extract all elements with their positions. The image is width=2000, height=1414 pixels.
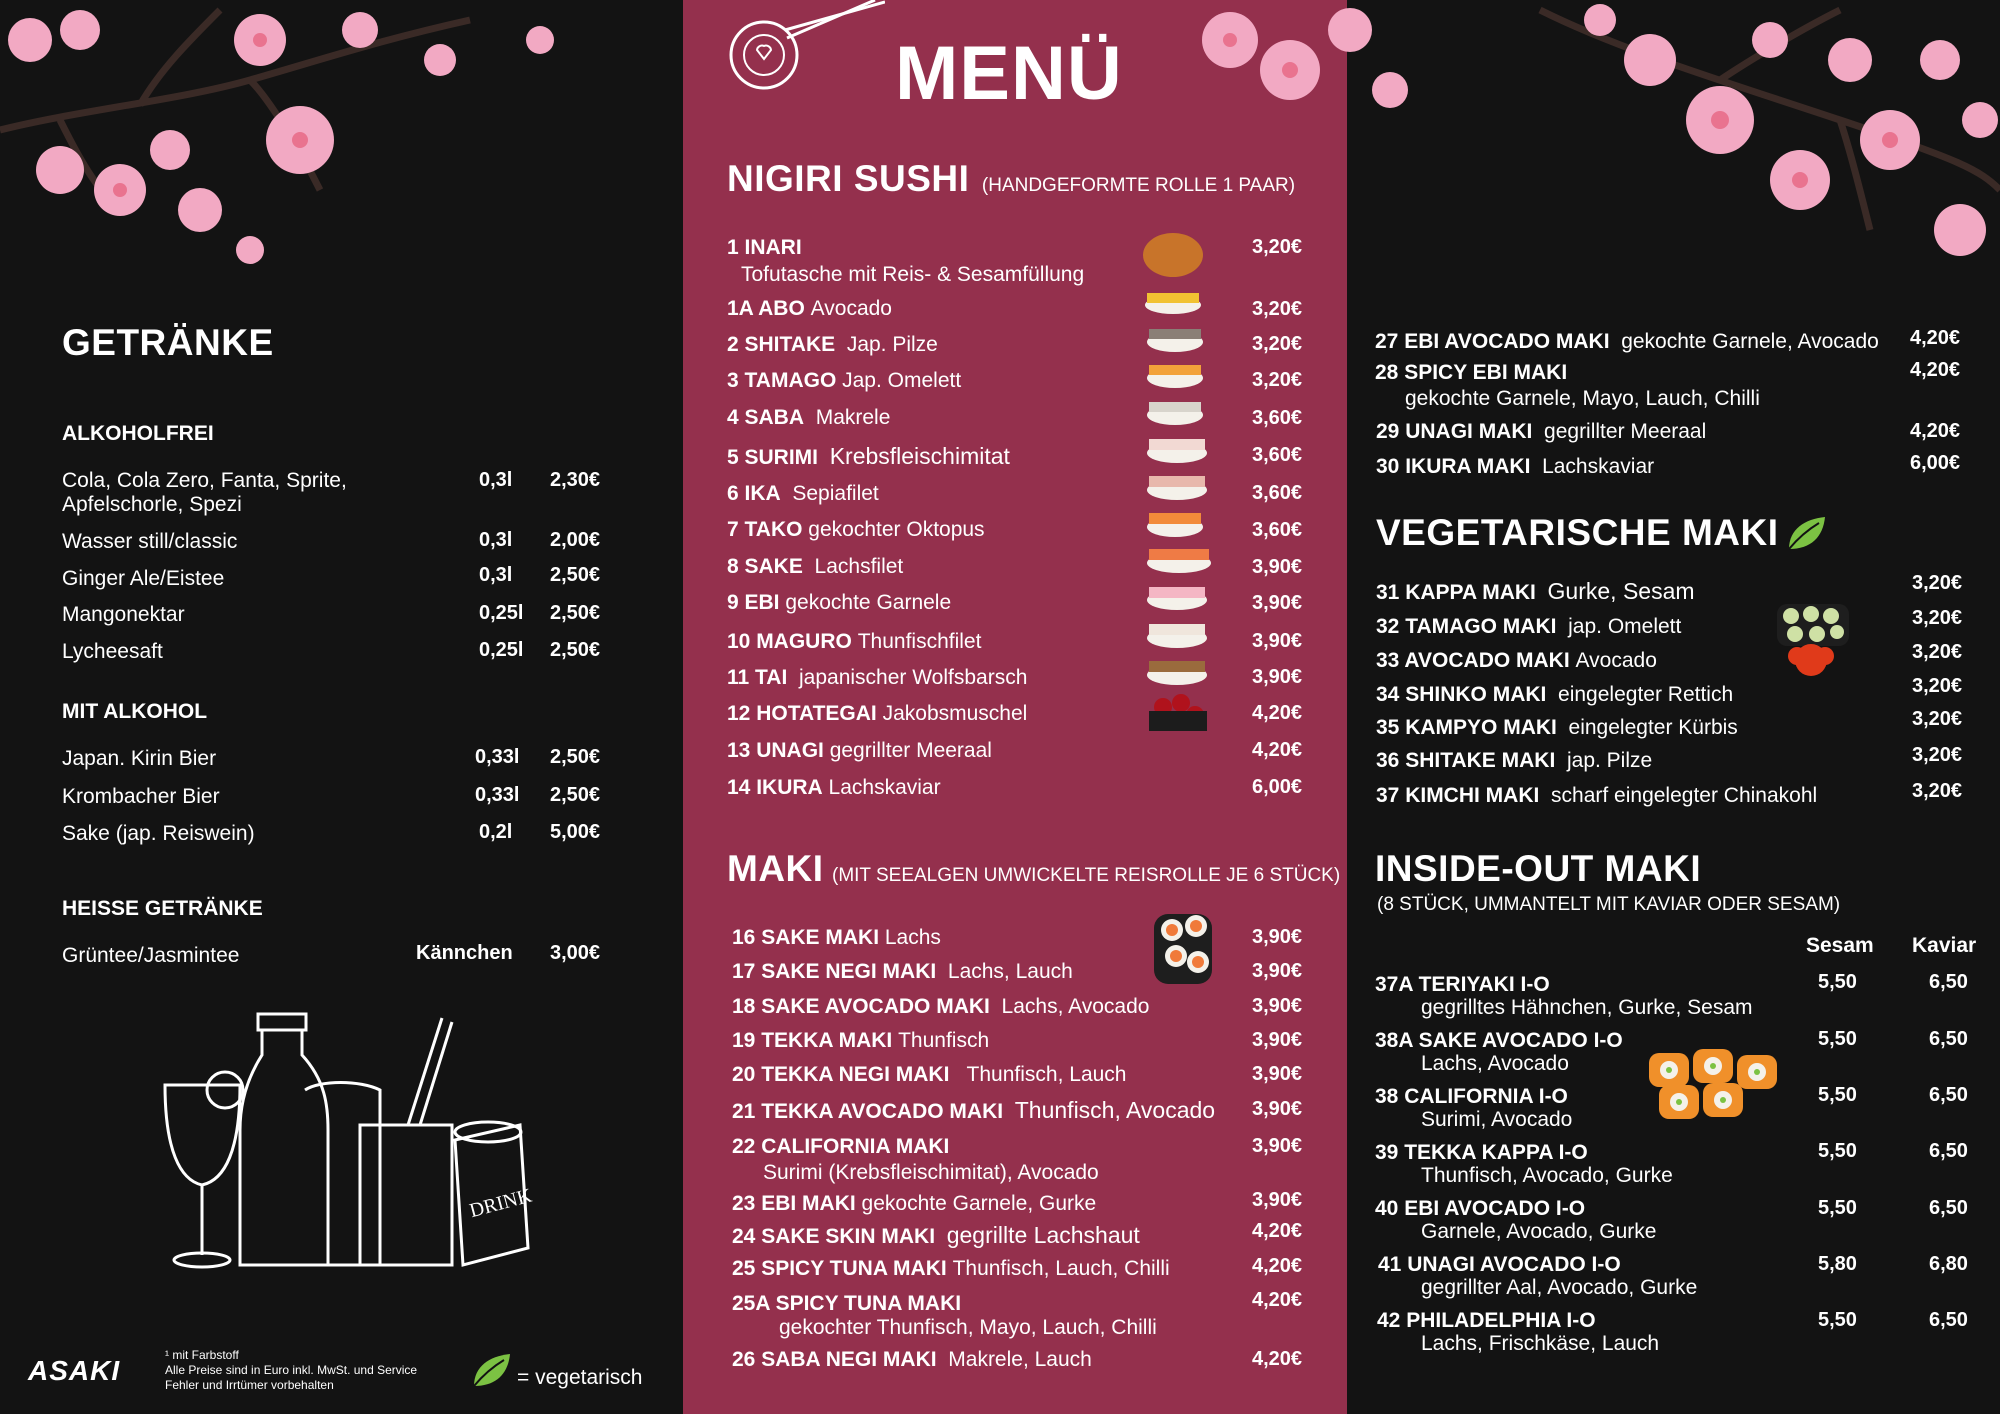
item-code: 28 SPICY EBI MAKI [1375,361,1568,384]
item-desc: Surimi (Krebsfleischimitat), Avocado [763,1161,1099,1184]
drink-price: 5,00€ [550,821,601,843]
price-sesam: 5,50 [1818,1140,1857,1162]
item-code: 14 IKURA [727,776,823,799]
item-code: 25 SPICY TUNA MAKI [732,1257,947,1280]
item-desc: Garnele, Avocado, Gurke [1421,1220,1657,1243]
asaki-logo: ASAKI [28,1355,121,1386]
item-price: 4,20€ [1252,1348,1303,1370]
item-price: 3,60€ [1252,482,1303,504]
item-code: 7 TAKO [727,518,803,541]
item-price: 4,20€ [1252,739,1303,761]
drinks-title: GETRÄNKE [62,322,274,363]
item-price: 3,90€ [1252,1189,1303,1211]
item-desc: Jap. Omelett [842,369,962,392]
item-desc: Thunfisch, Lauch, Chilli [952,1257,1170,1280]
item-desc: Thunfischfilet [857,630,982,653]
list-item [1375,361,1567,385]
cherry-blossom-branch-left [0,0,683,310]
item-code-text: 38A SAKE AVOCADO I-O [1375,1029,1623,1052]
item-code [1375,1197,1585,1221]
item-price: 3,90€ [1252,1029,1303,1051]
item-desc: Surimi, Avocado [1421,1108,1573,1131]
item-price: 3,20€ [1912,641,1963,663]
insideout-title: INSIDE-OUT MAKI [1375,848,1702,889]
item-code: 1A ABO [727,297,805,320]
list-item [1376,649,1657,673]
item-price: 3,20€ [1252,236,1303,258]
item-desc: gekochte Garnele, Mayo, Lauch, Chilli [1405,387,1760,410]
list-item [732,1292,961,1316]
veg-title: VEGETARISCHE MAKI [1376,512,1779,553]
drink-size: Kännchen [416,942,513,964]
price-kaviar: 6,80 [1929,1253,1968,1275]
footnote-errors: Fehler und Irrtümer vorbehalten [165,1378,334,1392]
item-desc: scharf eingelegter Chinakohl [1551,784,1818,807]
item-price: 3,90€ [1252,1098,1303,1120]
item-price: 4,20€ [1910,327,1961,349]
nigiri-heading [727,158,1295,200]
item-code [1377,1309,1596,1333]
item-code: 19 TEKKA MAKI [732,1029,893,1052]
list-item [732,1097,1215,1124]
item-price: 3,90€ [1252,926,1303,948]
list-item [727,591,951,615]
item-code: 33 AVOCADO MAKI [1376,649,1570,672]
item-desc: Gurke, Sesam [1547,578,1695,604]
sushi-chopsticks-icon [715,0,885,100]
item-price: 6,00€ [1252,776,1303,798]
item-code: 30 IKURA MAKI [1376,455,1531,478]
drink-price: 3,00€ [550,942,601,964]
item-price: 3,20€ [1252,298,1303,320]
item-code: 17 SAKE NEGI MAKI [732,960,937,983]
item-price: 3,20€ [1912,744,1963,766]
list-item [732,1029,989,1053]
list-item [727,702,1027,726]
footnote-prices: Alle Preise sind in Euro inkl. MwSt. und Service [165,1363,418,1377]
list-item [727,369,961,393]
list-item [1376,615,1681,639]
cherry-blossom-branch-center [1190,0,1450,140]
item-desc: gegrillter Meeraal [829,739,992,762]
item-price: 6,00€ [1910,452,1961,474]
nigiri-subtitle: (HANDGEFORMTE ROLLE 1 PAAR) [981,175,1296,196]
heiss-heading: HEISSE GETRÄNKE [62,897,263,920]
item-price: 4,20€ [1252,1220,1303,1242]
item-desc: Thunfisch, Avocado [1014,1097,1216,1123]
maki-roll-image [1150,900,1222,990]
drink-size: 0,3l [479,529,513,551]
item-code: 34 SHINKO MAKI [1376,683,1547,706]
item-desc: Lachs, Avocado [1421,1052,1569,1075]
item-code-text: 37A TERIYAKI I-O [1375,973,1550,996]
drink-size: 0,3l [479,564,513,586]
item-code: 11 TAI [727,666,788,689]
drink-size: 0,25l [479,602,524,624]
item-code [1375,1085,1568,1109]
drink-name: Mangonektar [62,603,185,626]
item-desc: Lachs, Lauch [947,960,1073,983]
item-code: 3 TAMAGO [727,369,837,392]
item-price: 3,60€ [1252,444,1303,466]
item-code-text: 38 CALIFORNIA I-O [1375,1085,1568,1108]
item-price: 3,90€ [1252,995,1303,1017]
insideout-subtitle: (8 STÜCK, UMMANTELT MIT KAVIAR ODER SESAM) [1377,894,1841,915]
list-item [732,1063,1126,1087]
drink-name: Cola, Cola Zero, Fanta, Sprite, [62,469,347,492]
list-item [1375,330,1879,354]
drink-name: Sake (jap. Reiswein) [62,822,255,845]
drink-name: Grüntee/Jasmintee [62,944,240,967]
drink-price: 2,50€ [550,746,601,768]
item-desc: gegrillter Aal, Avocado, Gurke [1421,1276,1698,1299]
item-desc: japanischer Wolfsbarsch [798,666,1028,689]
drink-name: Japan. Kirin Bier [62,747,217,770]
item-desc: Lachs, Frischkäse, Lauch [1421,1332,1660,1355]
item-code: 20 TEKKA NEGI MAKI [732,1063,950,1086]
item-desc: Makrele [815,406,891,429]
item-price: 3,20€ [1912,607,1963,629]
item-price: 3,20€ [1912,780,1963,802]
item-desc: Thunfisch, Avocado, Gurke [1421,1164,1673,1187]
list-item [732,1135,949,1159]
footnote-farbstoff: ¹ mit Farbstoff [165,1348,239,1362]
item-desc: eingelegter Kürbis [1568,716,1738,739]
price-kaviar: 6,50 [1929,1028,1968,1050]
price-kaviar: 6,50 [1929,1309,1968,1331]
item-code-text: 40 EBI AVOCADO I-O [1375,1197,1586,1220]
list-item [1376,455,1654,479]
price-sesam: 5,50 [1818,1084,1857,1106]
leaf-icon [470,1352,512,1390]
drink-price: 2,30€ [550,469,601,491]
item-code: 13 UNAGI [727,739,824,762]
item-price: 3,20€ [1912,675,1963,697]
item-desc: Thunfisch [898,1029,990,1052]
item-code [1375,1141,1588,1165]
item-price: 3,90€ [1252,1063,1303,1085]
price-kaviar: 6,50 [1929,1197,1968,1219]
list-item [727,443,1010,470]
drink-price: 2,00€ [550,529,601,551]
item-code: 21 TEKKA AVOCADO MAKI [732,1100,1004,1123]
item-code: 8 SAKE [727,555,803,578]
price-sesam: 5,50 [1818,971,1857,993]
item-code: 1 INARI [727,236,802,259]
item-price: 4,20€ [1252,702,1303,724]
item-code: 16 SAKE MAKI [732,926,880,949]
price-kaviar: 6,50 [1929,1084,1968,1106]
item-code: 4 SABA [727,406,805,429]
drink-price: 2,50€ [550,602,601,624]
list-item [732,1222,1140,1249]
list-item [727,555,903,579]
list-item [727,333,938,357]
drink-name: Ginger Ale/Eistee [62,567,225,590]
insideout-roll-image [1645,1045,1780,1125]
list-item [732,1348,1092,1372]
drink-name: Apfelschorle, Spezi [62,493,242,516]
item-code: 6 IKA [727,482,781,505]
item-code: 10 MAGURO [727,630,852,653]
item-code [1375,1029,1623,1053]
nigiri-images [1135,225,1225,805]
leaf-icon [1785,515,1827,553]
item-desc: Jap. Pilze [846,333,938,356]
item-code: 29 UNAGI MAKI [1376,420,1533,443]
drink-price: 2,50€ [550,639,601,661]
item-code: 37 KIMCHI MAKI [1376,784,1540,807]
list-item [1376,784,1817,808]
list-item [732,960,1073,984]
list-item [732,926,941,950]
item-code: 9 EBI [727,591,780,614]
maki-subtitle: (MIT SEEALGEN UMWICKELTE REISROLLE JE 6 STÜCK) [832,865,1341,886]
item-price: 4,20€ [1910,420,1961,442]
item-desc: gekochter Oktopus [808,518,985,541]
item-code: 25A SPICY TUNA MAKI [732,1292,962,1315]
price-kaviar: 6,50 [1929,1140,1968,1162]
list-item [727,297,892,321]
item-code: 32 TAMAGO MAKI [1376,615,1557,638]
item-code: 12 HOTATEGAI [727,702,877,725]
item-desc: gegrilltes Hähnchen, Gurke, Sesam [1421,996,1753,1019]
drink-size: 0,25l [479,639,524,661]
item-price: 3,90€ [1252,592,1303,614]
list-item [732,995,1149,1019]
alkohol-heading: MIT ALKOHOL [62,700,208,723]
item-code-text: 41 UNAGI AVOCADO I-O [1378,1253,1621,1276]
drink-size: 0,33l [475,746,520,768]
item-price: 4,20€ [1252,1255,1303,1277]
veg-maki-image [1775,600,1855,685]
price-sesam: 5,50 [1818,1197,1857,1219]
drink-name: Krombacher Bier [62,785,220,808]
price-sesam: 5,50 [1818,1309,1857,1331]
item-price: 3,90€ [1252,630,1303,652]
list-item [727,518,985,542]
item-code: 23 EBI MAKI [732,1192,856,1215]
drink-name: Wasser still/classic [62,530,238,553]
item-code [1375,973,1550,997]
item-code-text: 42 PHILADELPHIA I-O [1377,1309,1596,1332]
drinks-illustration [150,1010,540,1280]
col-kaviar: Kaviar [1912,934,1977,957]
price-sesam: 5,80 [1818,1253,1857,1275]
list-item [727,739,992,763]
item-price: 3,60€ [1252,519,1303,541]
item-price: 3,90€ [1252,960,1303,982]
item-desc: gegrillte Lachshaut [946,1222,1140,1248]
item-price: 3,90€ [1252,556,1303,578]
item-price: 3,90€ [1252,1135,1303,1157]
item-code [1378,1253,1621,1277]
item-desc: eingelegter Rettich [1558,683,1734,706]
list-item [727,776,941,800]
item-desc: jap. Pilze [1566,749,1653,772]
item-code: 22 CALIFORNIA MAKI [732,1135,950,1158]
item-desc: jap. Omelett [1568,615,1682,638]
item-code: 36 SHITAKE MAKI [1376,749,1556,772]
item-desc: Avocado [810,297,892,320]
item-desc: Lachs [884,926,941,949]
item-desc: Thunfisch, Lauch [966,1063,1127,1086]
col-sesam: Sesam [1806,934,1874,957]
list-item [1376,716,1738,740]
drink-size: 0,2l [479,821,513,843]
item-desc: gegrillter Meeraal [1544,420,1707,443]
drink-price: 2,50€ [550,564,601,586]
item-code: 24 SAKE SKIN MAKI [732,1225,936,1248]
item-desc: Sepiafilet [792,482,879,505]
item-desc: Jakobsmuschel [882,702,1028,725]
menu-title: MENÜ [895,31,1123,116]
item-code: 27 EBI AVOCADO MAKI [1375,330,1610,353]
item-desc: gekochte Garnele, Avocado [1621,330,1879,353]
item-price: 3,90€ [1252,666,1303,688]
vegetarian-legend: = vegetarisch [517,1366,643,1389]
list-item [1376,683,1733,707]
item-price: 3,20€ [1912,572,1963,594]
list-item [1376,578,1695,605]
item-code: 18 SAKE AVOCADO MAKI [732,995,990,1018]
item-desc: Lachskaviar [828,776,941,799]
list-item [1376,749,1652,773]
list-item [727,666,1027,690]
item-price: 4,20€ [1252,1289,1303,1311]
item-code: 31 KAPPA MAKI [1376,581,1536,604]
nigiri-title: NIGIRI SUSHI [727,158,970,199]
item-desc: Krebsfleischimitat [829,443,1010,469]
maki-heading [727,848,1340,890]
item-price: 3,20€ [1912,708,1963,730]
list-item [732,1192,1096,1216]
list-item [732,1257,1170,1281]
list-item [727,630,981,654]
item-desc: Lachs, Avocado [1001,995,1150,1018]
item-price: 4,20€ [1910,359,1961,381]
item-desc: gekochte Garnele [785,591,952,614]
item-price: 3,60€ [1252,407,1303,429]
drink-price: 2,50€ [550,784,601,806]
item-desc: gekochte Garnele, Gurke [861,1192,1097,1215]
drink-size: 0,33l [475,784,520,806]
item-desc: gekochter Thunfisch, Mayo, Lauch, Chilli [779,1316,1157,1339]
drink-name: Lycheesaft [62,640,163,663]
maki-title: MAKI [727,848,824,889]
item-price: 3,20€ [1252,333,1303,355]
price-kaviar: 6,50 [1929,971,1968,993]
list-item [727,406,890,430]
list-item [727,482,879,506]
item-desc: Lachskaviar [1542,455,1655,478]
item-code: 35 KAMPYO MAKI [1376,716,1557,739]
item-code-text: 39 TEKKA KAPPA I-O [1375,1141,1588,1164]
item-desc: Tofutasche mit Reis- & Sesamfüllung [741,263,1085,286]
item-code: 5 SURIMI [727,446,819,469]
cherry-blossom-branch-right [1420,0,2000,300]
item-price: 3,20€ [1252,369,1303,391]
item-desc: Avocado [1575,649,1657,672]
item-desc: Makrele, Lauch [948,1348,1092,1371]
list-item [727,236,802,260]
alkoholfrei-heading: ALKOHOLFREI [62,422,214,445]
price-sesam: 5,50 [1818,1028,1857,1050]
item-desc: Lachsfilet [814,555,904,578]
drink-size: 0,3l [479,469,513,491]
item-code: 2 SHITAKE [727,333,836,356]
list-item [1376,420,1706,444]
svg-text:DRINK: DRINK [467,1184,535,1223]
item-code: 26 SABA NEGI MAKI [732,1348,937,1371]
